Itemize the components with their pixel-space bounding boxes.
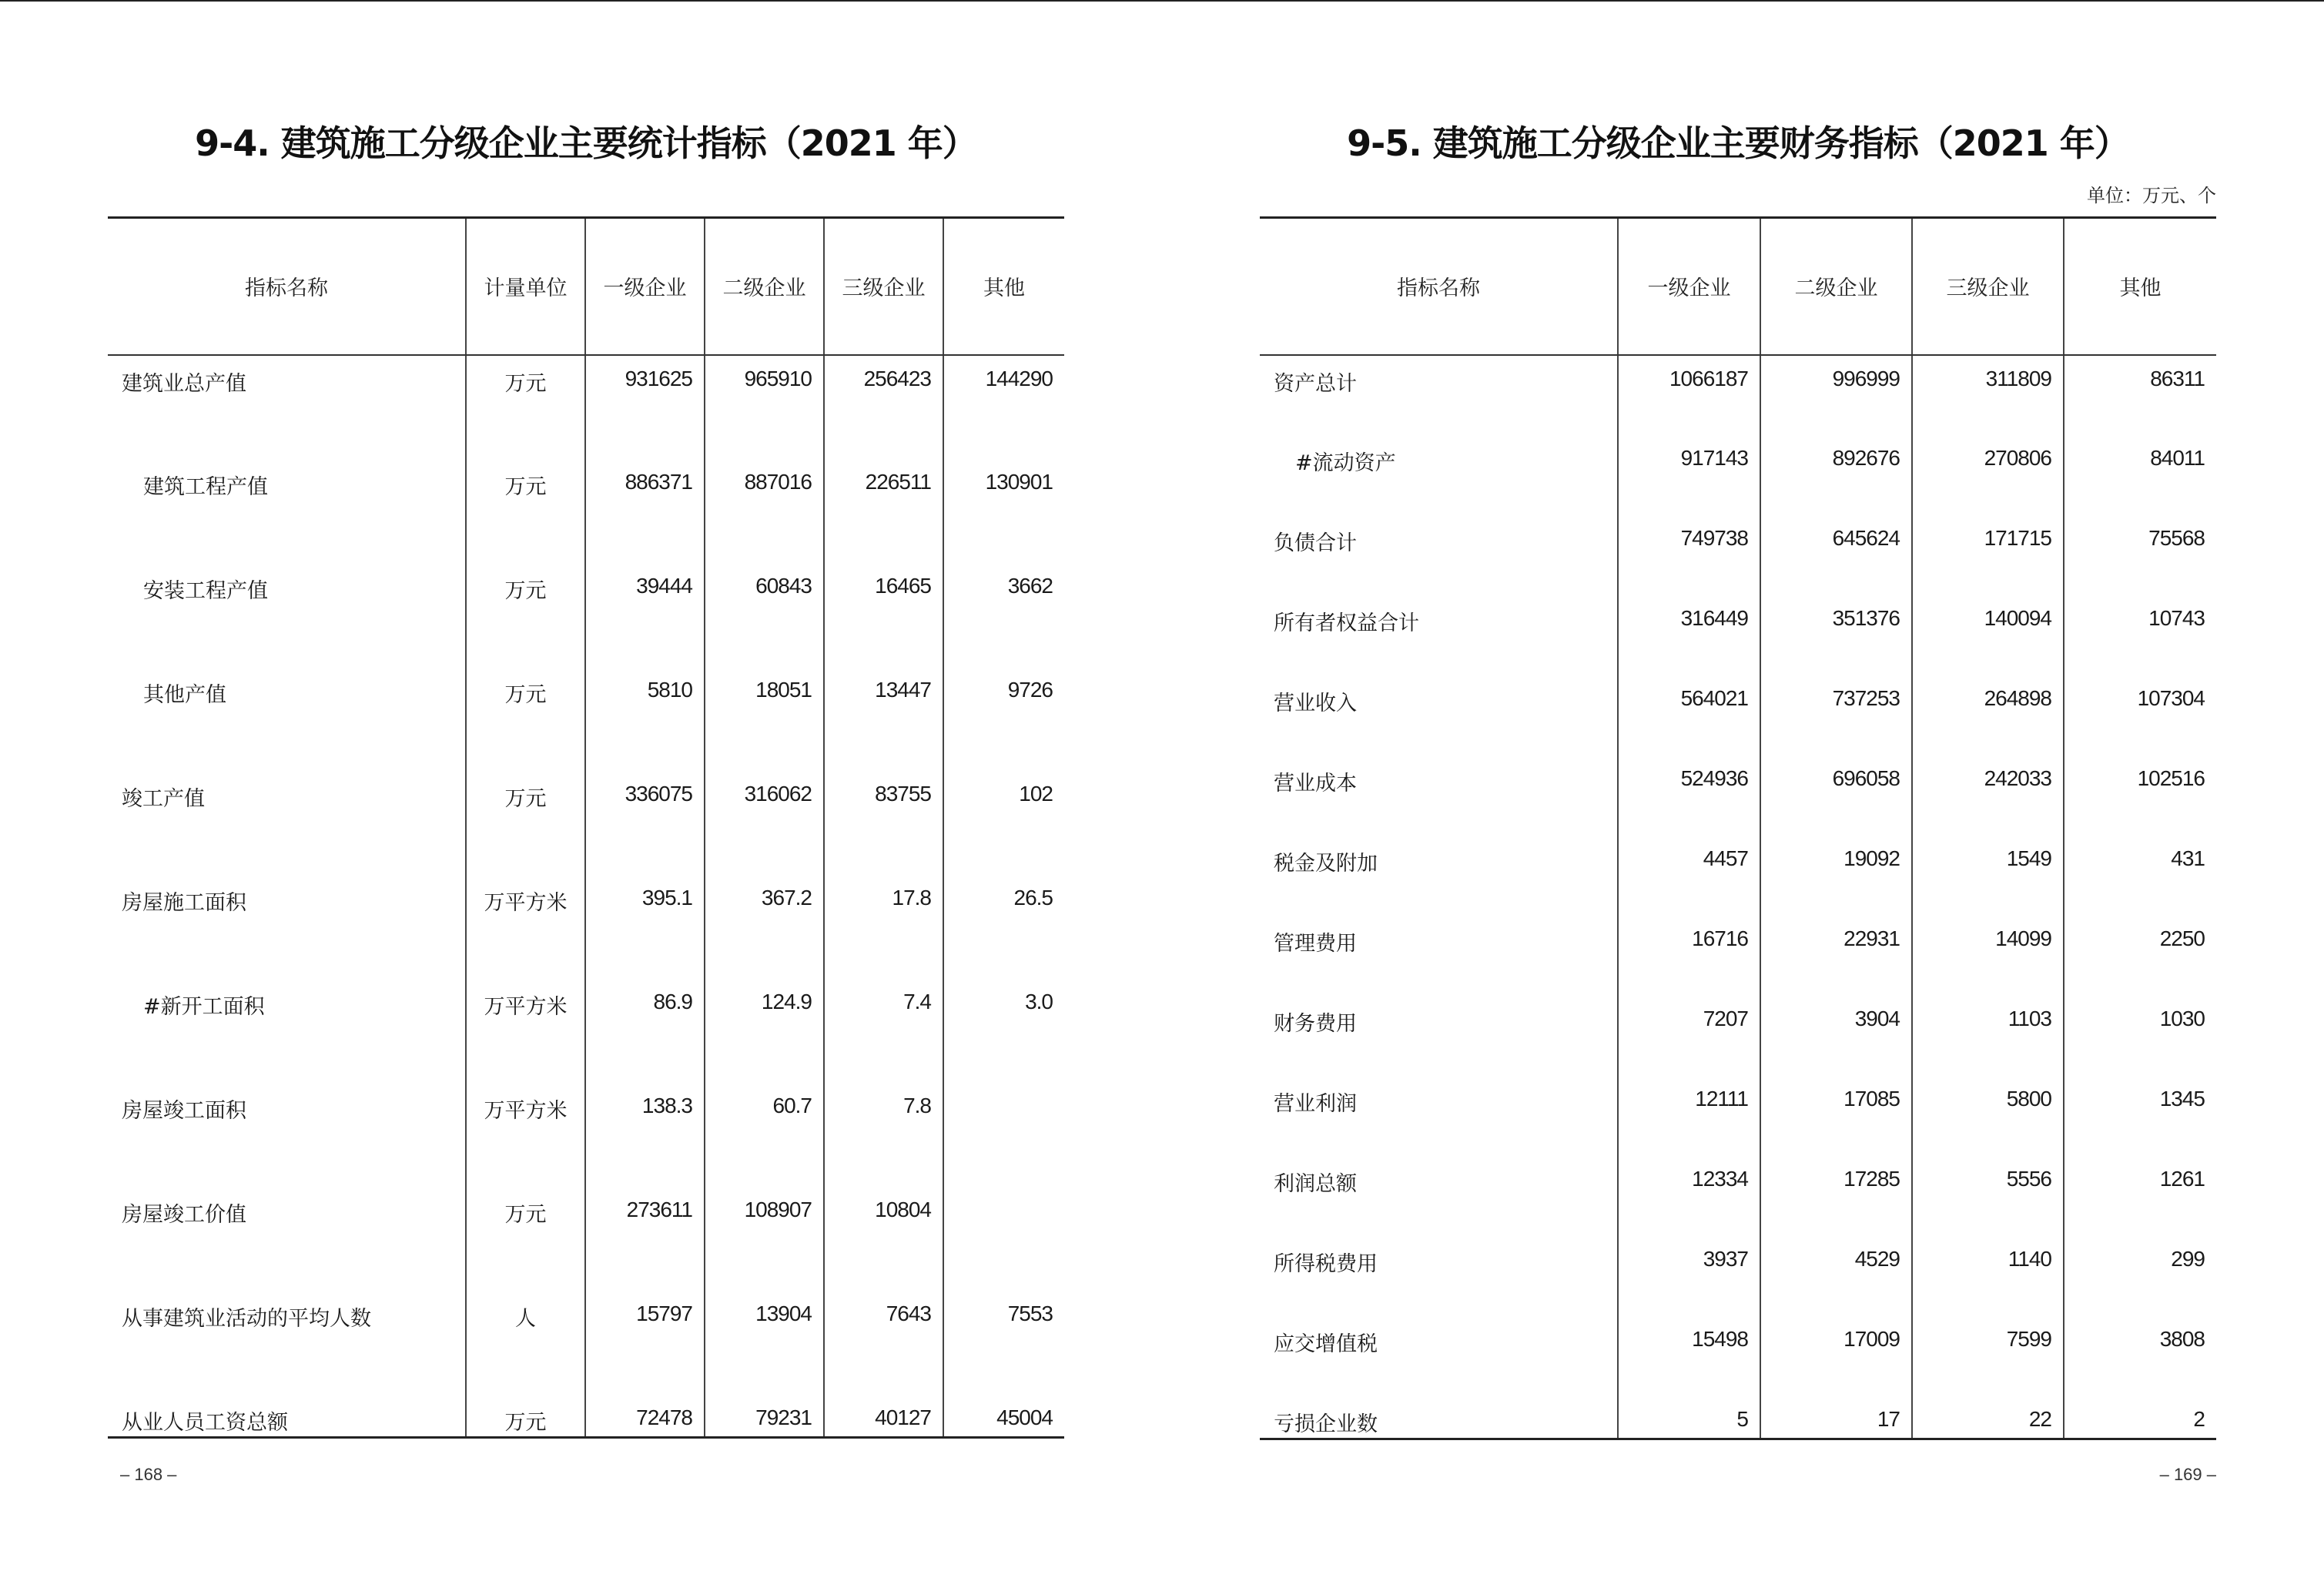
cell-level2: 367.2 xyxy=(705,875,824,979)
cell-level1: 15797 xyxy=(585,1291,705,1395)
cell-other: 431 xyxy=(2064,836,2216,916)
row-name: 亏损企业数 xyxy=(1260,1396,1618,1439)
table-row xyxy=(1260,435,2216,515)
cell-other: 2250 xyxy=(2064,916,2216,996)
unit-note: 单位：万元、个 xyxy=(2087,185,2216,206)
cell-level3: 83755 xyxy=(824,771,943,875)
row-name: 其他产值 xyxy=(143,682,226,707)
cell-level1: 15498 xyxy=(1618,1316,1760,1396)
cell-other: 102516 xyxy=(2064,755,2216,836)
table-row xyxy=(108,355,1064,459)
cell-level3: 16465 xyxy=(824,563,943,667)
cell-level1: 72478 xyxy=(585,1395,705,1438)
left-page-title: 9-4. 建筑施工分级企业主要统计指标（2021 年） xyxy=(195,122,977,164)
row-name: 房屋施工面积 xyxy=(122,890,246,915)
row-name: 资产总计 xyxy=(1274,371,1357,396)
cell-level1: 316449 xyxy=(1618,595,1760,675)
table-row xyxy=(1260,1316,2216,1396)
page-number: – 169 – xyxy=(2159,1465,2216,1484)
cell-level2: 892676 xyxy=(1760,435,1912,515)
cell-other: 144290 xyxy=(943,355,1064,459)
cell-level3: 1549 xyxy=(1912,836,2064,916)
row-name: 建筑业总产值 xyxy=(122,371,246,396)
table-row xyxy=(1260,1396,2216,1439)
cell-level1: 12334 xyxy=(1618,1156,1760,1236)
row-name: 所得税费用 xyxy=(1274,1251,1378,1276)
header-level3: 三级企业 xyxy=(824,218,943,355)
cell-level1: 564021 xyxy=(1618,675,1760,755)
statistics-table xyxy=(108,216,1064,1439)
row-unit: 万平方米 xyxy=(466,979,585,1083)
cell-level1: 931625 xyxy=(585,355,705,459)
cell-level2: 316062 xyxy=(705,771,824,875)
cell-level3: 1140 xyxy=(1912,1236,2064,1316)
cell-level3: 226511 xyxy=(824,459,943,563)
row-name: #流动资产 xyxy=(1295,451,1396,475)
cell-level1: 3937 xyxy=(1618,1236,1760,1316)
cell-level2: 13904 xyxy=(705,1291,824,1395)
header-level1: 一级企业 xyxy=(1618,218,1760,355)
table-row xyxy=(1260,515,2216,595)
row-name: 营业成本 xyxy=(1274,771,1357,796)
cell-level1: 7207 xyxy=(1618,996,1760,1076)
cell-level3: 7643 xyxy=(824,1291,943,1395)
cell-level2: 17009 xyxy=(1760,1316,1912,1396)
table-row xyxy=(108,1187,1064,1291)
cell-level1: 86.9 xyxy=(585,979,705,1083)
row-name: 从业人员工资总额 xyxy=(108,1395,466,1438)
cell-level3: 14099 xyxy=(1912,916,2064,996)
row-name: 营业利润 xyxy=(1274,1091,1357,1116)
cell-level2: 17285 xyxy=(1760,1156,1912,1236)
cell-level1: 524936 xyxy=(1618,755,1760,836)
row-unit: 万元 xyxy=(466,459,585,563)
cell-level2: 79231 xyxy=(705,1395,824,1438)
page-number: – 168 – xyxy=(120,1465,177,1484)
cell-level1: 1066187 xyxy=(1618,355,1760,435)
cell-level2: 996999 xyxy=(1760,355,1912,435)
row-name: 安装工程产值 xyxy=(143,578,268,603)
table-header-row xyxy=(1260,218,2216,355)
cell-other: 10743 xyxy=(2064,595,2216,675)
cell-level3: 7.4 xyxy=(824,979,943,1083)
row-name: 所有者权益合计 xyxy=(1274,611,1419,635)
row-unit: 万元 xyxy=(466,1395,585,1438)
table-row xyxy=(108,563,1064,667)
cell-level2: 108907 xyxy=(705,1187,824,1291)
cell-level2: 124.9 xyxy=(705,979,824,1083)
table-row xyxy=(1260,675,2216,755)
table-row xyxy=(1260,836,2216,916)
cell-other: 2 xyxy=(2064,1396,2216,1439)
row-unit: 万平方米 xyxy=(466,1083,585,1187)
table-row xyxy=(108,667,1064,771)
header-level1: 一级企业 xyxy=(585,218,705,355)
cell-other xyxy=(943,1187,1064,1291)
cell-other: 1345 xyxy=(2064,1076,2216,1156)
cell-level3: 270806 xyxy=(1912,435,2064,515)
row-name: 应交增值税 xyxy=(1274,1332,1378,1356)
cell-level3: 171715 xyxy=(1912,515,2064,595)
cell-level2: 3904 xyxy=(1760,996,1912,1076)
cell-level1: 749738 xyxy=(1618,515,1760,595)
cell-other: 45004 xyxy=(943,1395,1064,1438)
cell-level3: 1103 xyxy=(1912,996,2064,1076)
table-row xyxy=(108,771,1064,875)
cell-level1: 336075 xyxy=(585,771,705,875)
row-unit: 万元 xyxy=(466,355,585,459)
table-row xyxy=(108,1395,1064,1438)
right-page-title: 9-5. 建筑施工分级企业主要财务指标（2021 年） xyxy=(1347,122,2129,164)
row-name: 税金及附加 xyxy=(1274,851,1378,876)
cell-level2: 22931 xyxy=(1760,916,1912,996)
table-row xyxy=(1260,1236,2216,1316)
cell-other: 1261 xyxy=(2064,1156,2216,1236)
cell-other xyxy=(943,1083,1064,1187)
cell-level2: 351376 xyxy=(1760,595,1912,675)
cell-level1: 16716 xyxy=(1618,916,1760,996)
cell-other: 3808 xyxy=(2064,1316,2216,1396)
row-unit: 万元 xyxy=(466,771,585,875)
cell-level3: 13447 xyxy=(824,667,943,771)
row-unit: 万元 xyxy=(466,563,585,667)
row-unit: 万元 xyxy=(466,667,585,771)
row-name: 利润总额 xyxy=(1274,1171,1357,1196)
cell-other: 1030 xyxy=(2064,996,2216,1076)
cell-level2: 60.7 xyxy=(705,1083,824,1187)
header-other: 其他 xyxy=(2064,218,2216,355)
table-row xyxy=(1260,1156,2216,1236)
cell-level3: 311809 xyxy=(1912,355,2064,435)
row-name: 营业收入 xyxy=(1274,691,1357,715)
cell-level2: 19092 xyxy=(1760,836,1912,916)
cell-other: 102 xyxy=(943,771,1064,875)
cell-level3: 7.8 xyxy=(824,1083,943,1187)
row-name: 管理费用 xyxy=(1274,931,1357,956)
row-name: 房屋竣工价值 xyxy=(122,1202,246,1227)
cell-level2: 17 xyxy=(1760,1396,1912,1439)
row-name: 财务费用 xyxy=(1274,1011,1357,1036)
cell-level2: 60843 xyxy=(705,563,824,667)
table-row xyxy=(108,1083,1064,1187)
cell-level3: 7599 xyxy=(1912,1316,2064,1396)
cell-other: 3.0 xyxy=(943,979,1064,1083)
cell-level3: 22 xyxy=(1912,1396,2064,1439)
cell-level1: 273611 xyxy=(585,1187,705,1291)
header-level3: 三级企业 xyxy=(1912,218,2064,355)
cell-other: 299 xyxy=(2064,1236,2216,1316)
cell-level3: 10804 xyxy=(824,1187,943,1291)
row-name: 负债合计 xyxy=(1274,531,1357,555)
header-indicator-name: 指标名称 xyxy=(108,218,466,355)
cell-level3: 242033 xyxy=(1912,755,2064,836)
header-indicator-name: 指标名称 xyxy=(1260,218,1618,355)
row-unit: 人 xyxy=(466,1291,585,1395)
header-unit: 计量单位 xyxy=(466,218,585,355)
cell-level1: 138.3 xyxy=(585,1083,705,1187)
cell-level3: 17.8 xyxy=(824,875,943,979)
cell-level3: 5800 xyxy=(1912,1076,2064,1156)
table-row xyxy=(108,459,1064,563)
right-page xyxy=(1260,0,2216,1588)
row-unit: 万元 xyxy=(466,1187,585,1291)
cell-level2: 887016 xyxy=(705,459,824,563)
cell-other: 75568 xyxy=(2064,515,2216,595)
cell-level2: 18051 xyxy=(705,667,824,771)
cell-level1: 4457 xyxy=(1618,836,1760,916)
cell-level1: 5 xyxy=(1618,1396,1760,1439)
financial-table xyxy=(1260,216,2216,1440)
cell-other: 84011 xyxy=(2064,435,2216,515)
cell-other: 9726 xyxy=(943,667,1064,771)
header-level2: 二级企业 xyxy=(705,218,824,355)
cell-level1: 12111 xyxy=(1618,1076,1760,1156)
table-row xyxy=(1260,755,2216,836)
cell-level1: 886371 xyxy=(585,459,705,563)
cell-level3: 264898 xyxy=(1912,675,2064,755)
cell-other: 107304 xyxy=(2064,675,2216,755)
cell-level2: 696058 xyxy=(1760,755,1912,836)
cell-other: 86311 xyxy=(2064,355,2216,435)
row-name: 建筑工程产值 xyxy=(143,474,268,499)
row-name: #新开工面积 xyxy=(143,994,265,1019)
row-name: 竣工产值 xyxy=(122,786,205,811)
header-other: 其他 xyxy=(943,218,1064,355)
cell-level1: 5810 xyxy=(585,667,705,771)
cell-level2: 737253 xyxy=(1760,675,1912,755)
table-row xyxy=(1260,355,2216,435)
cell-level2: 17085 xyxy=(1760,1076,1912,1156)
header-level2: 二级企业 xyxy=(1760,218,1912,355)
cell-level3: 5556 xyxy=(1912,1156,2064,1236)
row-unit: 万平方米 xyxy=(466,875,585,979)
cell-other: 3662 xyxy=(943,563,1064,667)
table-row xyxy=(108,979,1064,1083)
table-row xyxy=(108,875,1064,979)
table-row xyxy=(1260,996,2216,1076)
table-row xyxy=(108,1291,1064,1395)
cell-level2: 4529 xyxy=(1760,1236,1912,1316)
row-name: 房屋竣工面积 xyxy=(122,1098,246,1123)
cell-other: 26.5 xyxy=(943,875,1064,979)
table-row xyxy=(1260,595,2216,675)
table-header-row xyxy=(108,218,1064,355)
cell-level1: 395.1 xyxy=(585,875,705,979)
cell-level3: 256423 xyxy=(824,355,943,459)
table-row xyxy=(1260,916,2216,996)
row-name: 从事建筑业活动的平均人数 xyxy=(122,1306,371,1331)
cell-level3: 40127 xyxy=(824,1395,943,1438)
cell-level2: 965910 xyxy=(705,355,824,459)
cell-other: 7553 xyxy=(943,1291,1064,1395)
cell-level3: 140094 xyxy=(1912,595,2064,675)
table-row xyxy=(1260,1076,2216,1156)
cell-level1: 39444 xyxy=(585,563,705,667)
left-page xyxy=(108,0,1064,1588)
cell-level1: 917143 xyxy=(1618,435,1760,515)
cell-level2: 645624 xyxy=(1760,515,1912,595)
cell-other: 130901 xyxy=(943,459,1064,563)
